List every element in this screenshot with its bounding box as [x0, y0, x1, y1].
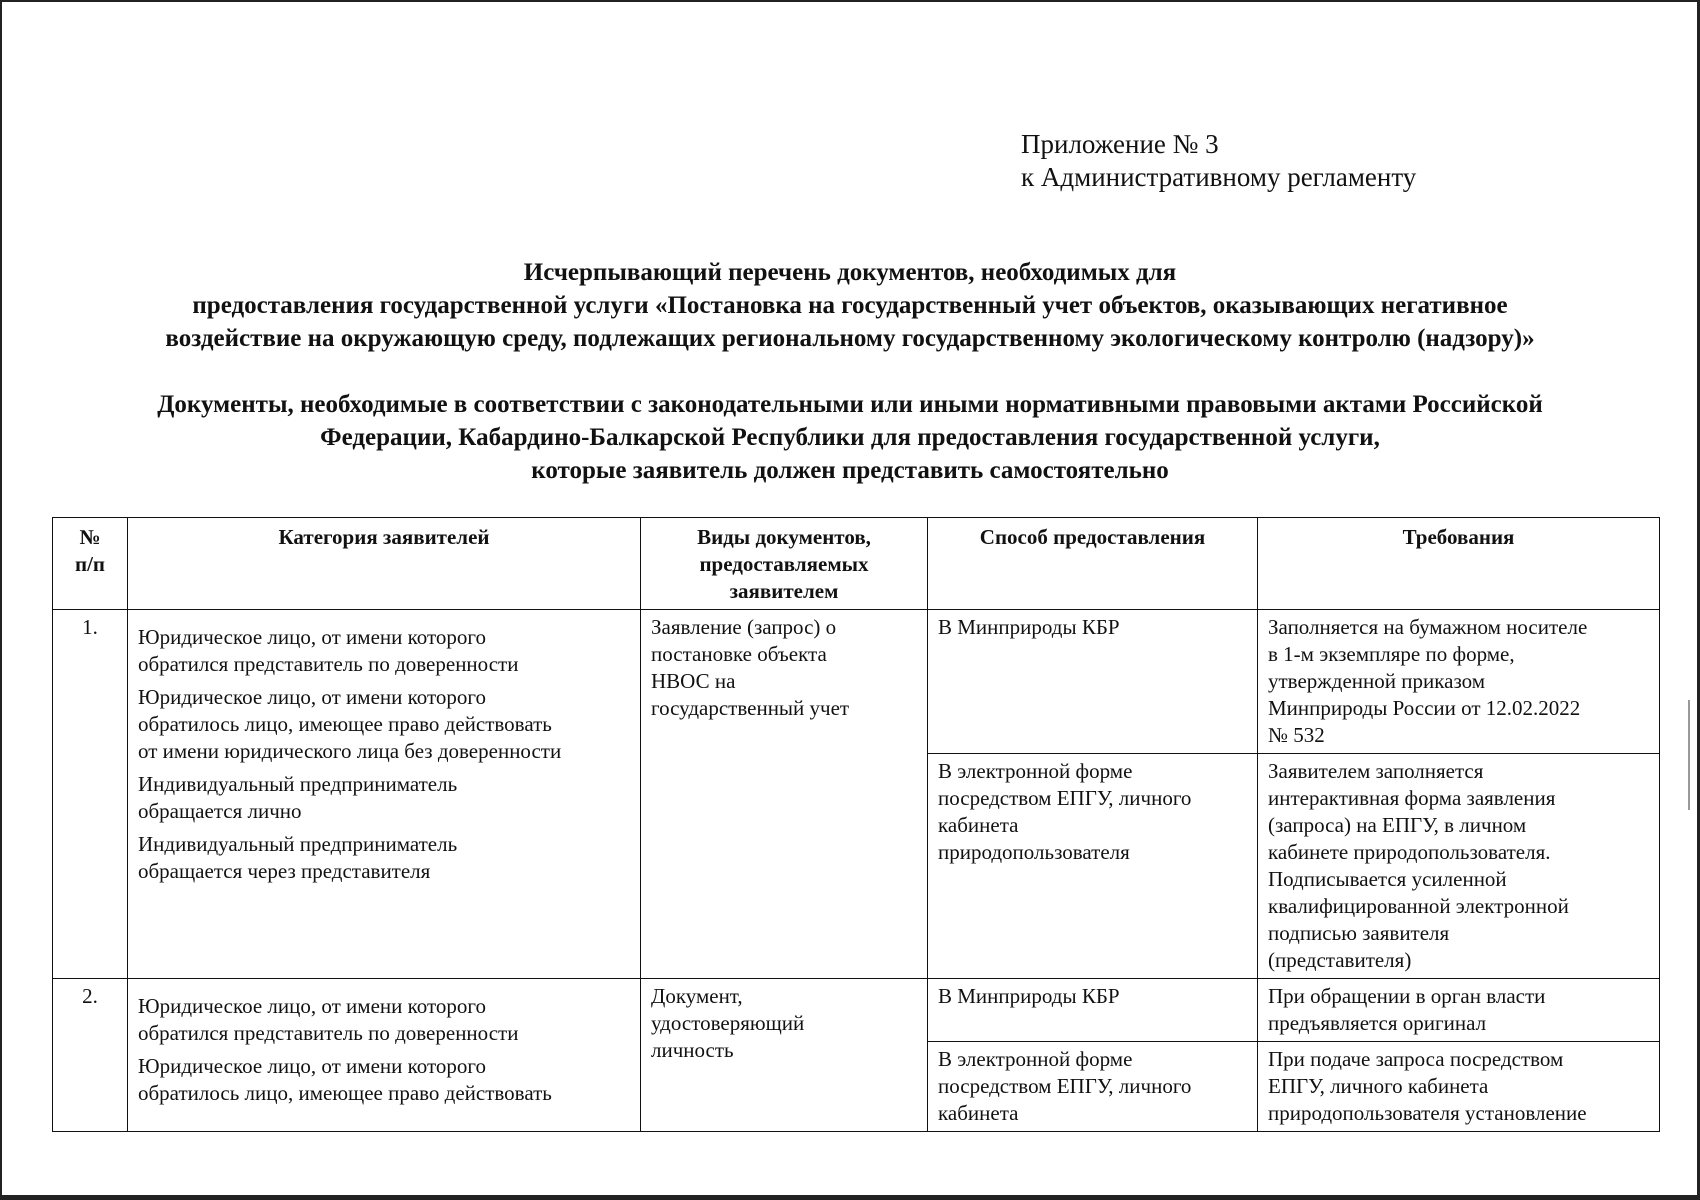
subtitle-line-3: которые заявитель должен представить самостоятельно — [531, 457, 1169, 484]
header-num: № п/п — [53, 518, 128, 610]
category-item: Индивидуальный предприниматель обращается лично — [138, 772, 458, 823]
category-item: Юридическое лицо, от имени которого обратилось лицо, имеющее право действовать — [138, 1054, 552, 1105]
title-line-2: предоставления государственной услуги «Постановка на государственный учет объектов, оказывающих негативное — [192, 292, 1508, 319]
table-row — [53, 610, 1660, 754]
method-cell: В Минприроды КБР — [928, 610, 1258, 754]
category-item: Индивидуальный предприниматель обращается через представителя — [138, 832, 458, 883]
subtitle-line-2: Федерации, Кабардино-Балкарской Республики для предоставления государственной услуги, — [320, 424, 1380, 451]
category-cell — [128, 610, 641, 979]
appendix-note — [1021, 128, 1416, 194]
appendix-line-1: Приложение № 3 — [1021, 129, 1219, 159]
table-header-row — [53, 518, 1660, 610]
title-line-3: воздействие на окружающую среду, подлежащих региональному государственному экологическому контролю (надзору)» — [165, 325, 1535, 352]
appendix-line-2: к Административному регламенту — [1021, 162, 1417, 192]
table-row — [53, 979, 1660, 1042]
row-number: 1. — [53, 610, 128, 979]
header-doc-types: Виды документов, предоставляемых заявителем — [641, 518, 928, 610]
row-number: 2. — [53, 979, 128, 1132]
header-category: Категория заявителей — [128, 518, 641, 610]
category-item: Юридическое лицо, от имени которого обратился представитель по доверенности — [138, 994, 519, 1045]
doc-type-cell: Заявление (запрос) о постановке объекта НВОС на государственный учет — [641, 610, 928, 979]
subtitle-line-1: Документы, необходимые в соответствии с законодательными или иными нормативными правовыми актами Российской — [157, 391, 1543, 418]
category-item: Юридическое лицо, от имени которого обратился представитель по доверенности — [138, 625, 519, 676]
doc-type-cell: Документ, удостоверяющий личность — [641, 979, 928, 1132]
category-cell — [128, 979, 641, 1132]
scan-artifact — [1688, 700, 1690, 810]
page-border-bottom — [0, 1195, 1700, 1200]
requirement-cell: Заявителем заполняется интерактивная форма заявления (запроса) на ЕПГУ, в личном кабинете природопользователя. Подписывается усиленной квалифицированной электронной подписью заявителя (представителя) — [1258, 754, 1660, 979]
method-cell: В Минприроды КБР — [928, 979, 1258, 1042]
title-line-1: Исчерпывающий перечень документов, необходимых для — [523, 259, 1177, 286]
documents-table — [52, 517, 1660, 1132]
document-title — [40, 256, 1660, 355]
requirement-cell: При обращении в орган власти предъявляется оригинал — [1258, 979, 1660, 1042]
header-requirements: Требования — [1258, 518, 1660, 610]
requirement-cell: При подаче запроса посредством ЕПГУ, личного кабинета природопользователя установление — [1258, 1042, 1660, 1132]
page-border-left — [0, 0, 2, 1200]
method-cell: В электронной форме посредством ЕПГУ, личного кабинета природопользователя — [928, 754, 1258, 979]
method-cell: В электронной форме посредством ЕПГУ, личного кабинета — [928, 1042, 1258, 1132]
page-border-top — [0, 0, 1700, 2]
document-subtitle — [40, 388, 1660, 487]
header-method: Способ предоставления — [928, 518, 1258, 610]
requirement-cell: Заполняется на бумажном носителе в 1-м экземпляре по форме, утвержденной приказом Минприроды России от 12.02.2022 № 532 — [1258, 610, 1660, 754]
category-item: Юридическое лицо, от имени которого обратилось лицо, имеющее право действовать от имени юридического лица без доверенности — [138, 685, 562, 763]
